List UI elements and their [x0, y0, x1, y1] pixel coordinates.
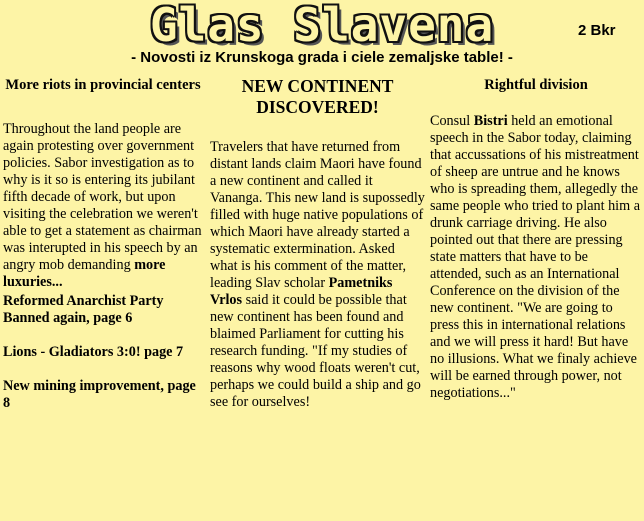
- article-text: said it could be possible that new continent has been found and blaimed Parliament for cutting his research funding. "If my studies of reasons why wood floats weren't cut, perhaps we could build a ship and go see for ourselves!: [210, 292, 421, 410]
- headline-continent: NEW CONTINENT DISCOVERED!: [241, 76, 394, 117]
- tagline: - Novosti iz Krunskoga grada i ciele zemaljske table! -: [131, 49, 513, 66]
- article-body-division: [430, 113, 642, 402]
- teaser-lions: Lions - Gladiators 3:0! page 7: [3, 344, 184, 360]
- price-label: 2 Bkr: [578, 22, 616, 39]
- headline-division: Rightful division: [484, 77, 588, 93]
- teaser-anarchist: Reformed Anarchist Party Banned again, page 6: [3, 293, 164, 326]
- article-text: Travelers that have returned from distant lands claim Maori have found a new continent and called it Vananga. This new land is supossedly filled with huge native populations of which Maori have already started a systematic extermination. Asked what is his comment of the matter, leading Slav scholar: [210, 139, 425, 291]
- article-body-continent: [210, 139, 425, 411]
- article-body-riots: [3, 121, 203, 291]
- article-text-bold: Bistri: [473, 113, 508, 129]
- article-text: Consul: [430, 113, 474, 129]
- article-column-riots: [3, 76, 203, 412]
- article-text: held an emotional speech in the Sabor today, claiming that accussations of his mistreatment of sheep are untrue and he knows who is spreading them, allegedly the same people who tried to plant him a drunk carriage driving. He also pointed out that there are pressing state matters that have to be attended, such as an International Conference on the division of the new continent. "We are going to press this in international relations and we will press it hard! But have no illusions. What we finaly achieve will be earned through power, not negotiations...": [430, 113, 640, 401]
- newspaper-title: Glas Slavena: [149, 0, 495, 52]
- article-text-bold: Pametniks Vrlos: [210, 275, 393, 308]
- article-text-bold: more luxuries...: [3, 257, 166, 290]
- article-text: Throughout the land people are again protesting over government policies. Sabor investigation as to why is it so is entering its jubilant fifth decade of work, but upon visiting the celebration we weren't able to get a statement as chairman was interupted in his speech by an angry mob demanding: [3, 121, 202, 273]
- article-column-division: [430, 76, 642, 402]
- headline-riots: More riots in provincial centers: [5, 77, 201, 93]
- masthead: [0, 0, 644, 72]
- teaser-mining: New mining improvement, page 8: [3, 378, 196, 411]
- article-column-continent: [210, 76, 425, 411]
